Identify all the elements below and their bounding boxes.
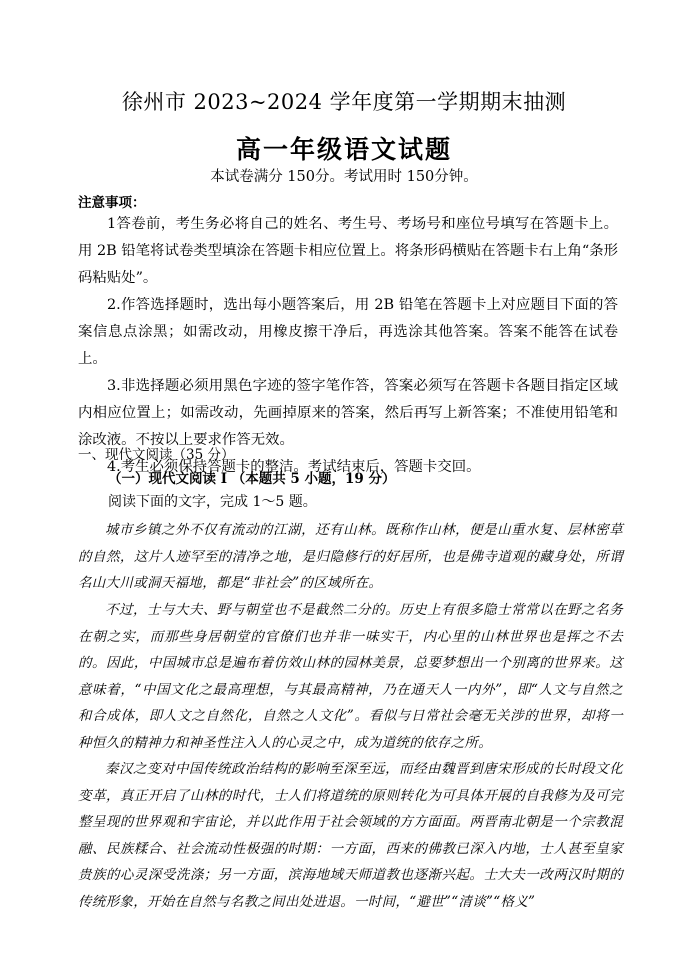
section-title: 一、现代文阅读（35 分） [78,447,235,463]
note-item-4: 4.考生必须保持答题卡的整洁。考试结束后，答题卡交回。 [107,459,481,475]
exam-title: 徐州市 2023~2024 学年度第一学期期末抽测 [121,90,567,114]
reading-paragraph-3: 秦汉之变对中国传统政治结构的影响至深至远，而经由魏晋到唐宋形成的长时段文化变革，真正开启了山林的时代，士人们将道统的原则转化为可具体开展的自我修为及可完整呈现的世界观和宇宙论，并以此作用于社会领域的方方面面。两晋南北朝是一个宗教混融、民族糅合、社会流动性极强的时期：一方面，西来的佛教已深入内地，士人甚至皇家贵族的心灵深受洗涤；另一方面，滨海地域天师道教也逐渐兴起。士大夫一改两汉时期的传统形象，开始在自然与名教之间出处进退。一时间，“避世”“清谈”“格义” [78,761,623,910]
exam-subject-title: 高一年级语文试题 [235,135,452,164]
note-item-1: 1答卷前，考生务必将自己的姓名、考生号、考场号和座位号填写在答题卡上。用 2B 铅笔将试卷类型填涂在答题卡相应位置上。将条形码横贴在答题卡右上角“条形码粘贴处”。 [78,216,618,286]
notes-heading: 注意事项： [78,195,146,210]
note-item-3: 3.非选择题必须用黑色字迹的签字笔作答，答案必须写在答题卡各题目指定区域内相应位置上；如需改动，先画掉原来的答案，然后再写上新答案；不准使用铅笔和涂改液。不按以上要求作答无效。 [78,378,618,448]
reading-paragraph-1: 城市乡镇之外不仅有流动的江湖，还有山林。既称作山林，便是山重水复、层林密草的自然，这片人迹罕至的清净之地，是归隐修行的好居所，也是佛寺道观的藏身处，所谓名山大川或洞天福地，都是“非社会”的区域所在。 [78,522,623,591]
note-item-2: 2.作答选择题时，选出每小题答案后，用 2B 铅笔在答题卡上对应题目下面的答案信息点涂黑；如需改动，用橡皮擦干净后，再选涂其他答案。答案不能答在试卷上。 [78,297,618,367]
reading-instruction: 阅读下面的文字，完成 1～5 题。 [108,494,317,510]
reading-paragraph-2: 不过，士与大夫、野与朝堂也不是截然二分的。历史上有很多隐士常常以在野之名务在朝之实，而那些身居朝堂的官僚们也并非一味实干，内心里的山林世界也是挥之不去的。因此，中国城市总是遍布着仿效山林的园林美景，总要梦想出一个别离的世界来。这意味着，“中国文化之最高理想，与其最高精神，乃在通天人一内外”，即“人文与自然之和合成体，即人文之自然化，自然之人文化”。看似与日常社会毫无关涉的世界，却将一种恒久的精神力和神圣性注入人的心灵之中，成为道统的依存之所。 [78,602,623,751]
subsection-title: （一）现代文阅读 I （本题共 5 小题，19 分） [108,471,396,487]
exam-info: 本试卷满分 150分。考试用时 150分钟。 [210,169,478,185]
